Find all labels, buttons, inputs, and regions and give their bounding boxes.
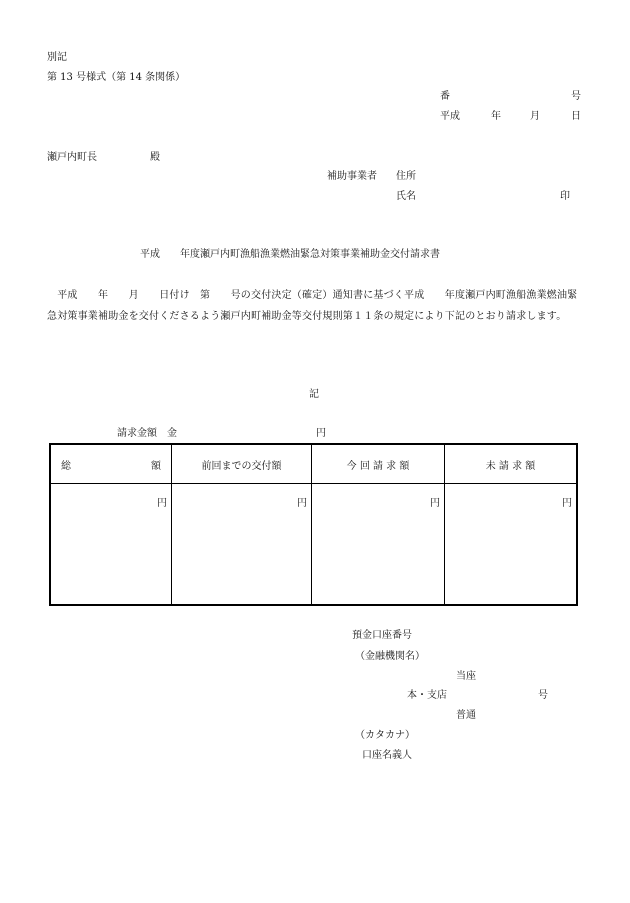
bank-ordinary-account: 普通 <box>456 710 476 721</box>
date-year: 年 <box>491 111 501 122</box>
date-day: 日 <box>571 111 581 122</box>
seal-mark: 印 <box>560 191 570 202</box>
addressee-name: 瀬戸内町長 <box>47 152 97 163</box>
header-previous: 前回までの交付額 <box>172 444 312 484</box>
table-header-row <box>50 444 577 484</box>
name-label: 氏名 <box>396 191 416 202</box>
body-paragraph: 平成 年 月 日付け 第 号の交付決定（確定）通知書に基づく平成 年度瀬戸内町漁船漁業燃油緊急対策事業補助金を交付くださるよう瀬戸内町補助金等交付規則第１１条の規定により下記のとおり請求します。 <box>47 290 578 322</box>
number-suffix: 号 <box>571 91 581 102</box>
bank-branch-label: 本・支店 <box>407 690 447 701</box>
bank-number-suffix: 号 <box>538 690 548 701</box>
cell-previous: 円 <box>172 484 312 606</box>
addressee-honorific: 殿 <box>150 152 160 163</box>
header-total-b: 額 <box>151 460 161 472</box>
date-era: 平成 <box>440 111 460 122</box>
cell-total: 円 <box>50 484 172 606</box>
applicant-role: 補助事業者 <box>327 171 377 182</box>
header-total <box>50 444 172 484</box>
header-total-a: 総 <box>61 460 71 472</box>
header-unrequested: 未 請 求 額 <box>445 444 578 484</box>
ki-heading: 記 <box>309 389 319 400</box>
table-body-row <box>50 484 577 606</box>
cell-unrequested: 円 <box>445 484 578 606</box>
amounts-table <box>49 443 578 606</box>
bank-current-account: 当座 <box>456 671 476 682</box>
annex-label: 別記 <box>47 52 67 63</box>
bank-katakana-label: （カタカナ） <box>355 730 415 741</box>
address-label: 住所 <box>396 171 416 182</box>
date-month: 月 <box>530 111 540 122</box>
bank-account-holder: 口座名義人 <box>362 750 412 761</box>
bank-account-number-label: 預金口座番号 <box>352 630 412 641</box>
cell-current: 円 <box>312 484 445 606</box>
request-amount-label: 請求金額 金 <box>117 428 177 439</box>
header-current: 今 回 請 求 額 <box>312 444 445 484</box>
bank-institution-label: （金融機関名） <box>355 651 425 662</box>
document-title: 平成 年度瀬戸内町漁船漁業燃油緊急対策事業補助金交付請求書 <box>140 249 440 260</box>
form-number: 第 13 号様式（第 14 条関係） <box>47 72 186 83</box>
request-amount-unit: 円 <box>316 428 326 439</box>
number-prefix: 番 <box>440 91 450 102</box>
